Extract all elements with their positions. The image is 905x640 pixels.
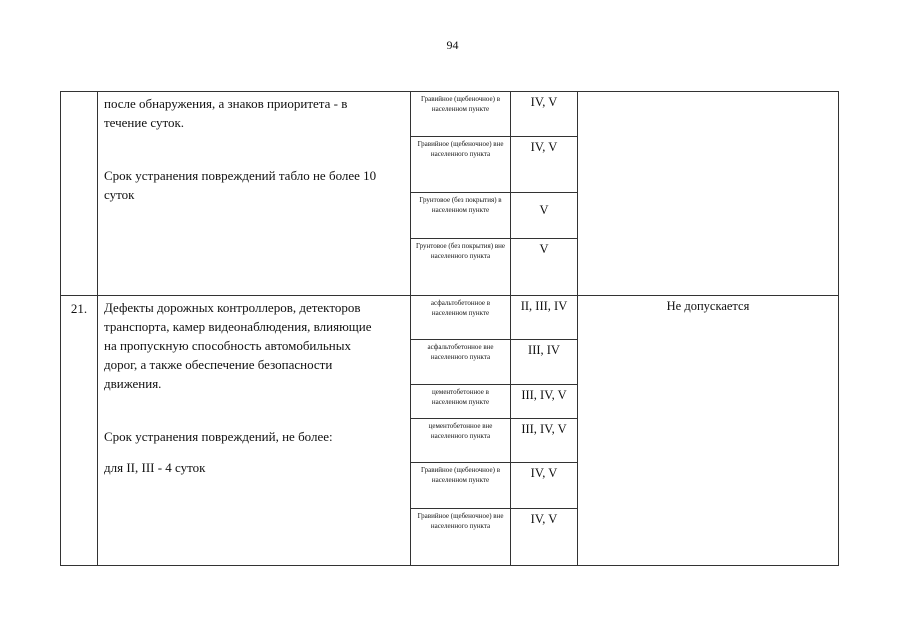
table-row xyxy=(61,92,839,137)
category-cell: III, IV, V xyxy=(511,419,578,463)
description-line: Дефекты дорожных контроллеров, детекторов xyxy=(104,300,361,315)
road-type-cell: Гравийное (щебеночное) вне населенного пункта xyxy=(411,137,511,193)
description-line: дорог, а также обеспечение безопасности xyxy=(104,357,333,372)
deadline-line: суток xyxy=(104,187,135,202)
road-type-cell: Гравийное (щебеночное) в населенном пункте xyxy=(411,463,511,509)
category-cell: IV, V xyxy=(511,137,578,193)
road-type-cell: цементобетонное вне населенного пункта xyxy=(411,419,511,463)
table-row xyxy=(61,296,839,340)
row-number-cell: 21. xyxy=(61,296,98,566)
description-line: на пропускную способность автомобильных xyxy=(104,338,351,353)
row-number-cell xyxy=(61,92,98,296)
road-type-cell: Гравийное (щебеночное) в населенном пункте xyxy=(411,92,511,137)
category-cell: III, IV, V xyxy=(511,385,578,419)
road-type-cell: асфальтобетонное вне населенного пункта xyxy=(411,340,511,385)
requirements-table xyxy=(60,91,839,566)
description-cell xyxy=(98,92,411,296)
deadline-item: для II, III - 4 суток xyxy=(104,460,206,475)
description-line: транспорта, камер видеонаблюдения, влияющие xyxy=(104,319,372,334)
category-cell: IV, V xyxy=(511,92,578,137)
page-number: 94 xyxy=(446,38,459,52)
category-cell: IV, V xyxy=(511,509,578,566)
category-cell: V xyxy=(511,193,578,239)
requirement-cell xyxy=(578,92,839,296)
requirement-cell: Не допускается xyxy=(578,296,839,566)
road-type-cell: Грунтовое (без покрытия) вне населенного пункта xyxy=(411,239,511,296)
description-cell xyxy=(98,296,411,566)
category-cell: IV, V xyxy=(511,463,578,509)
road-type-cell: Гравийное (щебеночное) вне населенного пункта xyxy=(411,509,511,566)
description-line: после обнаружения, а знаков приоритета - в xyxy=(104,96,348,111)
description-line: движения. xyxy=(104,376,162,391)
road-type-cell: асфальтобетонное в населенном пункте xyxy=(411,296,511,340)
category-cell: III, IV xyxy=(511,340,578,385)
road-type-cell: Грунтовое (без покрытия) в населенном пункте xyxy=(411,193,511,239)
description-line: течение суток. xyxy=(104,115,185,130)
category-cell: II, III, IV xyxy=(511,296,578,340)
road-type-cell: цементобетонное в населенном пункте xyxy=(411,385,511,419)
deadline-title: Срок устранения повреждений, не более: xyxy=(104,429,333,444)
category-cell: V xyxy=(511,239,578,296)
deadline-line: Срок устранения повреждений табло не более 10 xyxy=(104,168,377,183)
